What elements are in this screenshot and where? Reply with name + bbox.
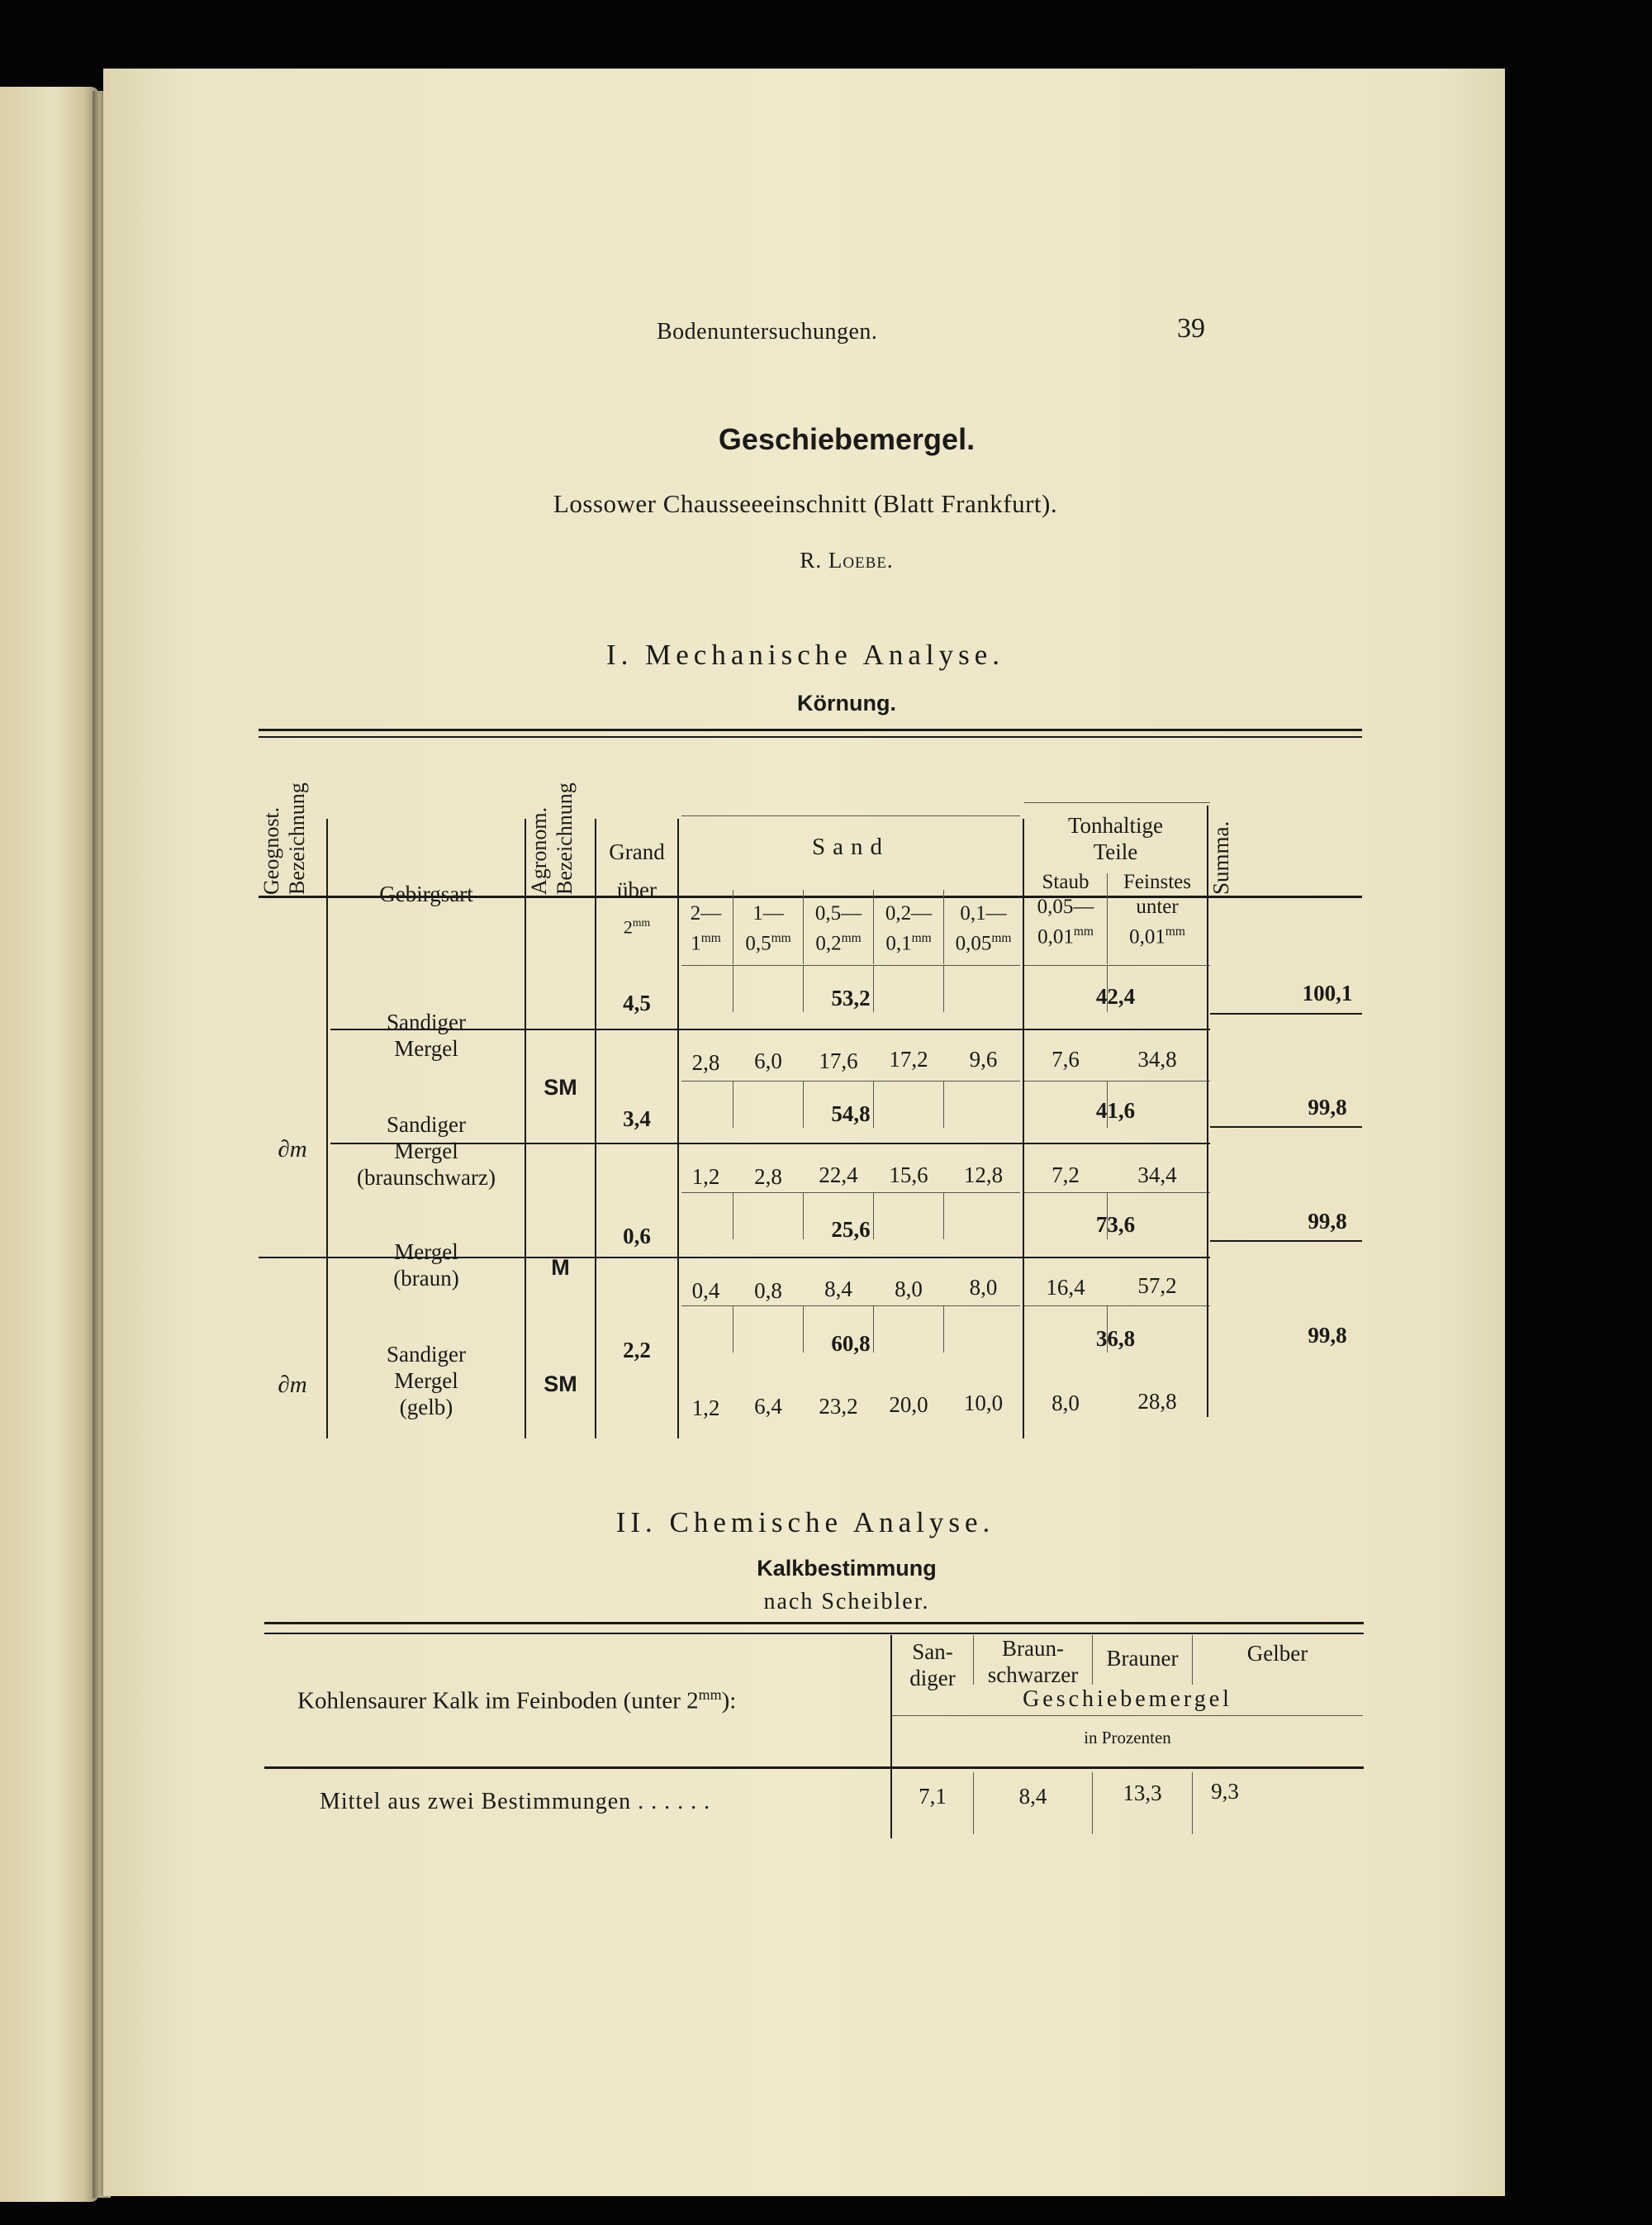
chem-row-label-unit: mm xyxy=(698,1686,722,1703)
row-2-ton-total: 41,6 xyxy=(1095,1098,1136,1123)
header-grand-line3: 2 xyxy=(623,916,633,938)
row-4-sand-2: 6,4 xyxy=(754,1394,782,1419)
row-4-name-line: Sandiger xyxy=(387,1342,466,1367)
header-sand-sub-5 xyxy=(944,901,1023,956)
row-1-sand-4: 17,2 xyxy=(889,1047,928,1072)
page-title: Geschiebemergel. xyxy=(718,422,976,456)
ton-total-rule-1 xyxy=(1024,965,1210,966)
header-gebirgsart: Gebirgsart xyxy=(379,882,473,906)
header-feinstes-line3: 0,01 xyxy=(1129,925,1165,948)
ton-total-rule-4 xyxy=(1024,1305,1210,1306)
header-tonhaltige-line2: Teile xyxy=(1093,839,1138,864)
sand-sub-5-u: mm xyxy=(991,931,1012,945)
sand-sub-3-a: 0,5— xyxy=(814,902,862,925)
ton-sub-rule xyxy=(1024,802,1210,803)
header-staub-line3: 0,01 xyxy=(1037,925,1074,948)
table-row-1-name xyxy=(328,1009,525,1062)
summa-rule-3 xyxy=(1210,1240,1362,1242)
header-geognost: Geognost. Bezeichnung xyxy=(259,782,309,895)
location-line: Lossower Chausseeeinschnitt (Blatt Frankfurt). xyxy=(553,489,1058,518)
row-1-grand: 4,5 xyxy=(623,991,651,1015)
sand-sub-5-a: 0,1— xyxy=(960,902,1007,925)
row-3-sand-1: 0,4 xyxy=(691,1278,720,1303)
sand-sub-1-b: 1 xyxy=(691,932,701,955)
sand-sub-4-u: mm xyxy=(911,931,932,945)
row-3-sand-5: 8,0 xyxy=(969,1275,998,1300)
row-4-staub: 8,0 xyxy=(1051,1391,1080,1415)
section2-subheading: Kalkbestimmung xyxy=(757,1556,937,1581)
row-2-summa: 99,8 xyxy=(1308,1095,1347,1120)
row-2-name-line: Sandiger xyxy=(387,1112,466,1137)
row-4-sand-3: 23,2 xyxy=(819,1394,858,1419)
row-1-sand-2: 6,0 xyxy=(754,1048,782,1073)
geognost-symbol-1: ∂m xyxy=(278,1136,307,1162)
row-2-sand-4: 15,6 xyxy=(889,1162,928,1187)
row-4-summa: 99,8 xyxy=(1308,1323,1347,1348)
chem-col-4-line1: Gelber xyxy=(1246,1641,1308,1666)
row-1-sand-3: 17,6 xyxy=(819,1048,858,1073)
left-page-edge xyxy=(0,87,99,2202)
row-2-name-line: Mergel xyxy=(394,1139,458,1163)
header-staub-line2: 0,05— xyxy=(1037,896,1094,918)
row-3-staub: 16,4 xyxy=(1046,1275,1085,1300)
agronom-m: M xyxy=(551,1255,570,1280)
header-sand-sub-2 xyxy=(733,901,803,956)
sand-sub-2-u: mm xyxy=(771,931,791,945)
table-row-4-name xyxy=(328,1341,525,1420)
header-grand-unit: mm xyxy=(632,916,651,929)
row-3-sand-3: 8,4 xyxy=(824,1277,852,1301)
geognost-symbol-2: ∂m xyxy=(278,1372,307,1398)
row-3-name-line: Mergel xyxy=(394,1239,458,1264)
row-2-sand-2: 2,8 xyxy=(754,1164,782,1189)
summa-rule-1 xyxy=(1210,1013,1362,1015)
chem-col-brauner xyxy=(1093,1645,1192,1671)
header-sand-sub-1 xyxy=(679,901,733,956)
agronom-sm-1: SM xyxy=(544,1075,577,1100)
chem-value-brauner: 13,3 xyxy=(1123,1780,1162,1805)
header-sand-sub-4 xyxy=(874,901,943,956)
table-top-rule xyxy=(259,729,1362,731)
sand-sub-3-b: 0,2 xyxy=(815,932,842,955)
section1-subheading: Körnung. xyxy=(797,691,896,716)
chem-col-2-line1: Braun- xyxy=(1002,1636,1064,1661)
chem-col-gelber xyxy=(1193,1640,1362,1666)
header-grand-line2: über xyxy=(617,877,657,902)
sand-sub-2-a: 1— xyxy=(752,902,784,925)
chem-col-3-line1: Brauner xyxy=(1106,1646,1179,1671)
chem-row-label-end: ): xyxy=(721,1687,737,1714)
row-1-sand-total: 53,2 xyxy=(831,986,871,1010)
sand-sub-5-b: 0,05 xyxy=(955,932,992,955)
chem-row-label xyxy=(297,1686,736,1715)
row-4-sand-total: 60,8 xyxy=(831,1331,871,1356)
header-grand xyxy=(596,839,677,940)
row-3-sand-4: 8,0 xyxy=(895,1277,923,1301)
ton-total-rule-2 xyxy=(1024,1081,1210,1082)
ton-total-rule-3 xyxy=(1024,1192,1210,1193)
sand-sub-4-a: 0,2— xyxy=(885,902,933,925)
author-line: R. Loebe. xyxy=(800,548,894,573)
chem-value-sandiger: 7,1 xyxy=(919,1784,947,1809)
section1-heading: I. Mechanische Analyse. xyxy=(605,639,1005,671)
book-page xyxy=(103,69,1505,2196)
chem-col-1-line1: San- xyxy=(912,1639,953,1664)
row-2-sand-1: 1,2 xyxy=(691,1164,720,1189)
row-1-name-line: Sandiger xyxy=(387,1010,466,1034)
row-4-name-line: Mergel xyxy=(394,1368,458,1393)
row-3-grand: 0,6 xyxy=(623,1224,651,1248)
chem-top-rule xyxy=(264,1622,1364,1624)
row-2-staub: 7,2 xyxy=(1051,1162,1080,1187)
chem-header-rule xyxy=(264,1766,1364,1769)
header-feinstes xyxy=(1108,870,1207,949)
header-agronom: Agronom. Bezeichnung xyxy=(527,782,577,895)
header-feinstes-line2: unter xyxy=(1136,896,1179,918)
chem-value-braunschwarzer: 8,4 xyxy=(1018,1784,1047,1809)
row-3-summa: 99,8 xyxy=(1308,1209,1347,1234)
row-2-sand-total: 54,8 xyxy=(831,1101,871,1126)
row-1-feinstes: 34,8 xyxy=(1137,1047,1177,1072)
row-4-name-line: (gelb) xyxy=(399,1395,453,1419)
sand-sub-4-b: 0,1 xyxy=(885,932,912,955)
header-summa: Summa. xyxy=(1208,820,1233,895)
sand-sub-3-u: mm xyxy=(841,931,862,945)
row-2-sand-5: 12,8 xyxy=(963,1162,1004,1187)
page-number: 39 xyxy=(1177,313,1205,344)
row-1-sand-5: 9,6 xyxy=(969,1047,998,1072)
sand-sub-rule xyxy=(681,815,1020,816)
chem-sub-rule xyxy=(892,1715,1363,1716)
sand-sub-1-a: 2— xyxy=(690,902,722,925)
chem-col-braunschwarzer xyxy=(974,1635,1092,1688)
row-3-feinstes: 57,2 xyxy=(1137,1273,1177,1298)
row-1-staub: 7,6 xyxy=(1051,1047,1080,1072)
header-feinstes-unit: mm xyxy=(1165,925,1185,939)
col-rule-ton xyxy=(1207,806,1208,1417)
row-4-sand-1: 1,2 xyxy=(691,1395,720,1420)
section2-subheading-2: nach Scheibler. xyxy=(763,1589,930,1614)
table-row-3-name xyxy=(328,1238,525,1291)
section2-heading: II. Chemische Analyse. xyxy=(615,1506,995,1538)
row-3-sand-2: 0,8 xyxy=(754,1278,782,1303)
row-1-ton-total: 42,4 xyxy=(1095,984,1136,1009)
chem-value-gelber: 9,3 xyxy=(1211,1779,1239,1804)
chem-col-2-line2: schwarzer xyxy=(987,1662,1079,1687)
row-3-ton-total: 73,6 xyxy=(1095,1212,1136,1237)
chem-col-sandiger xyxy=(892,1638,973,1691)
running-title: Bodenuntersuchungen. xyxy=(657,319,878,345)
header-feinstes-line1: Feinstes xyxy=(1123,871,1191,893)
row-3-sand-total: 25,6 xyxy=(831,1217,871,1242)
row-4-ton-total: 36,8 xyxy=(1095,1326,1136,1351)
sand-sub-2-b: 0,5 xyxy=(745,932,771,955)
row-1-sand-1: 2,8 xyxy=(691,1050,720,1075)
row-4-sand-5: 10,0 xyxy=(963,1391,1004,1415)
row-4-grand: 2,2 xyxy=(623,1338,651,1362)
agronom-sm-2: SM xyxy=(544,1372,577,1396)
chem-top-rule-2 xyxy=(264,1633,1364,1634)
header-staub-unit: mm xyxy=(1073,925,1094,939)
col-rule-gebirgsart xyxy=(525,819,526,1438)
sand-sub-1-u: mm xyxy=(700,931,721,945)
chem-group-label: Geschiebemergel xyxy=(1023,1686,1232,1712)
chem-col-1-line2: diger xyxy=(909,1666,956,1690)
row-3-name-line: (braun) xyxy=(393,1266,459,1291)
table-row-2-name xyxy=(328,1111,525,1191)
header-grand-line1: Grand xyxy=(609,839,665,864)
row-4-feinstes: 28,8 xyxy=(1137,1389,1177,1414)
header-sand-sub-3 xyxy=(804,901,873,956)
header-tonhaltige-line1: Tonhaltige xyxy=(1067,813,1164,838)
agronom-rule xyxy=(615,1143,670,1144)
row-1-summa: 100,1 xyxy=(1302,981,1353,1006)
header-sand: Sand xyxy=(812,834,890,860)
row-2-grand: 3,4 xyxy=(623,1106,651,1131)
chem-row-label-text: Kohlensaurer Kalk im Feinboden (unter 2 xyxy=(297,1687,699,1714)
header-tonhaltige xyxy=(1024,812,1207,865)
row-2-name-line: (braunschwarz) xyxy=(357,1165,496,1190)
row-4-sand-4: 20,0 xyxy=(889,1392,928,1417)
row-2-sand-3: 22,4 xyxy=(819,1162,858,1187)
row-1-name-line: Mergel xyxy=(394,1036,458,1061)
chem-mean-label: Mittel aus zwei Bestimmungen . . . . . . xyxy=(320,1789,711,1814)
row-2-feinstes: 34,4 xyxy=(1137,1162,1177,1187)
header-staub-line1: Staub xyxy=(1042,871,1089,893)
summa-rule-2 xyxy=(1210,1126,1362,1128)
header-staub xyxy=(1024,870,1107,949)
chem-unit-label: in Prozenten xyxy=(1084,1728,1171,1747)
table-top-rule-2 xyxy=(259,736,1362,738)
